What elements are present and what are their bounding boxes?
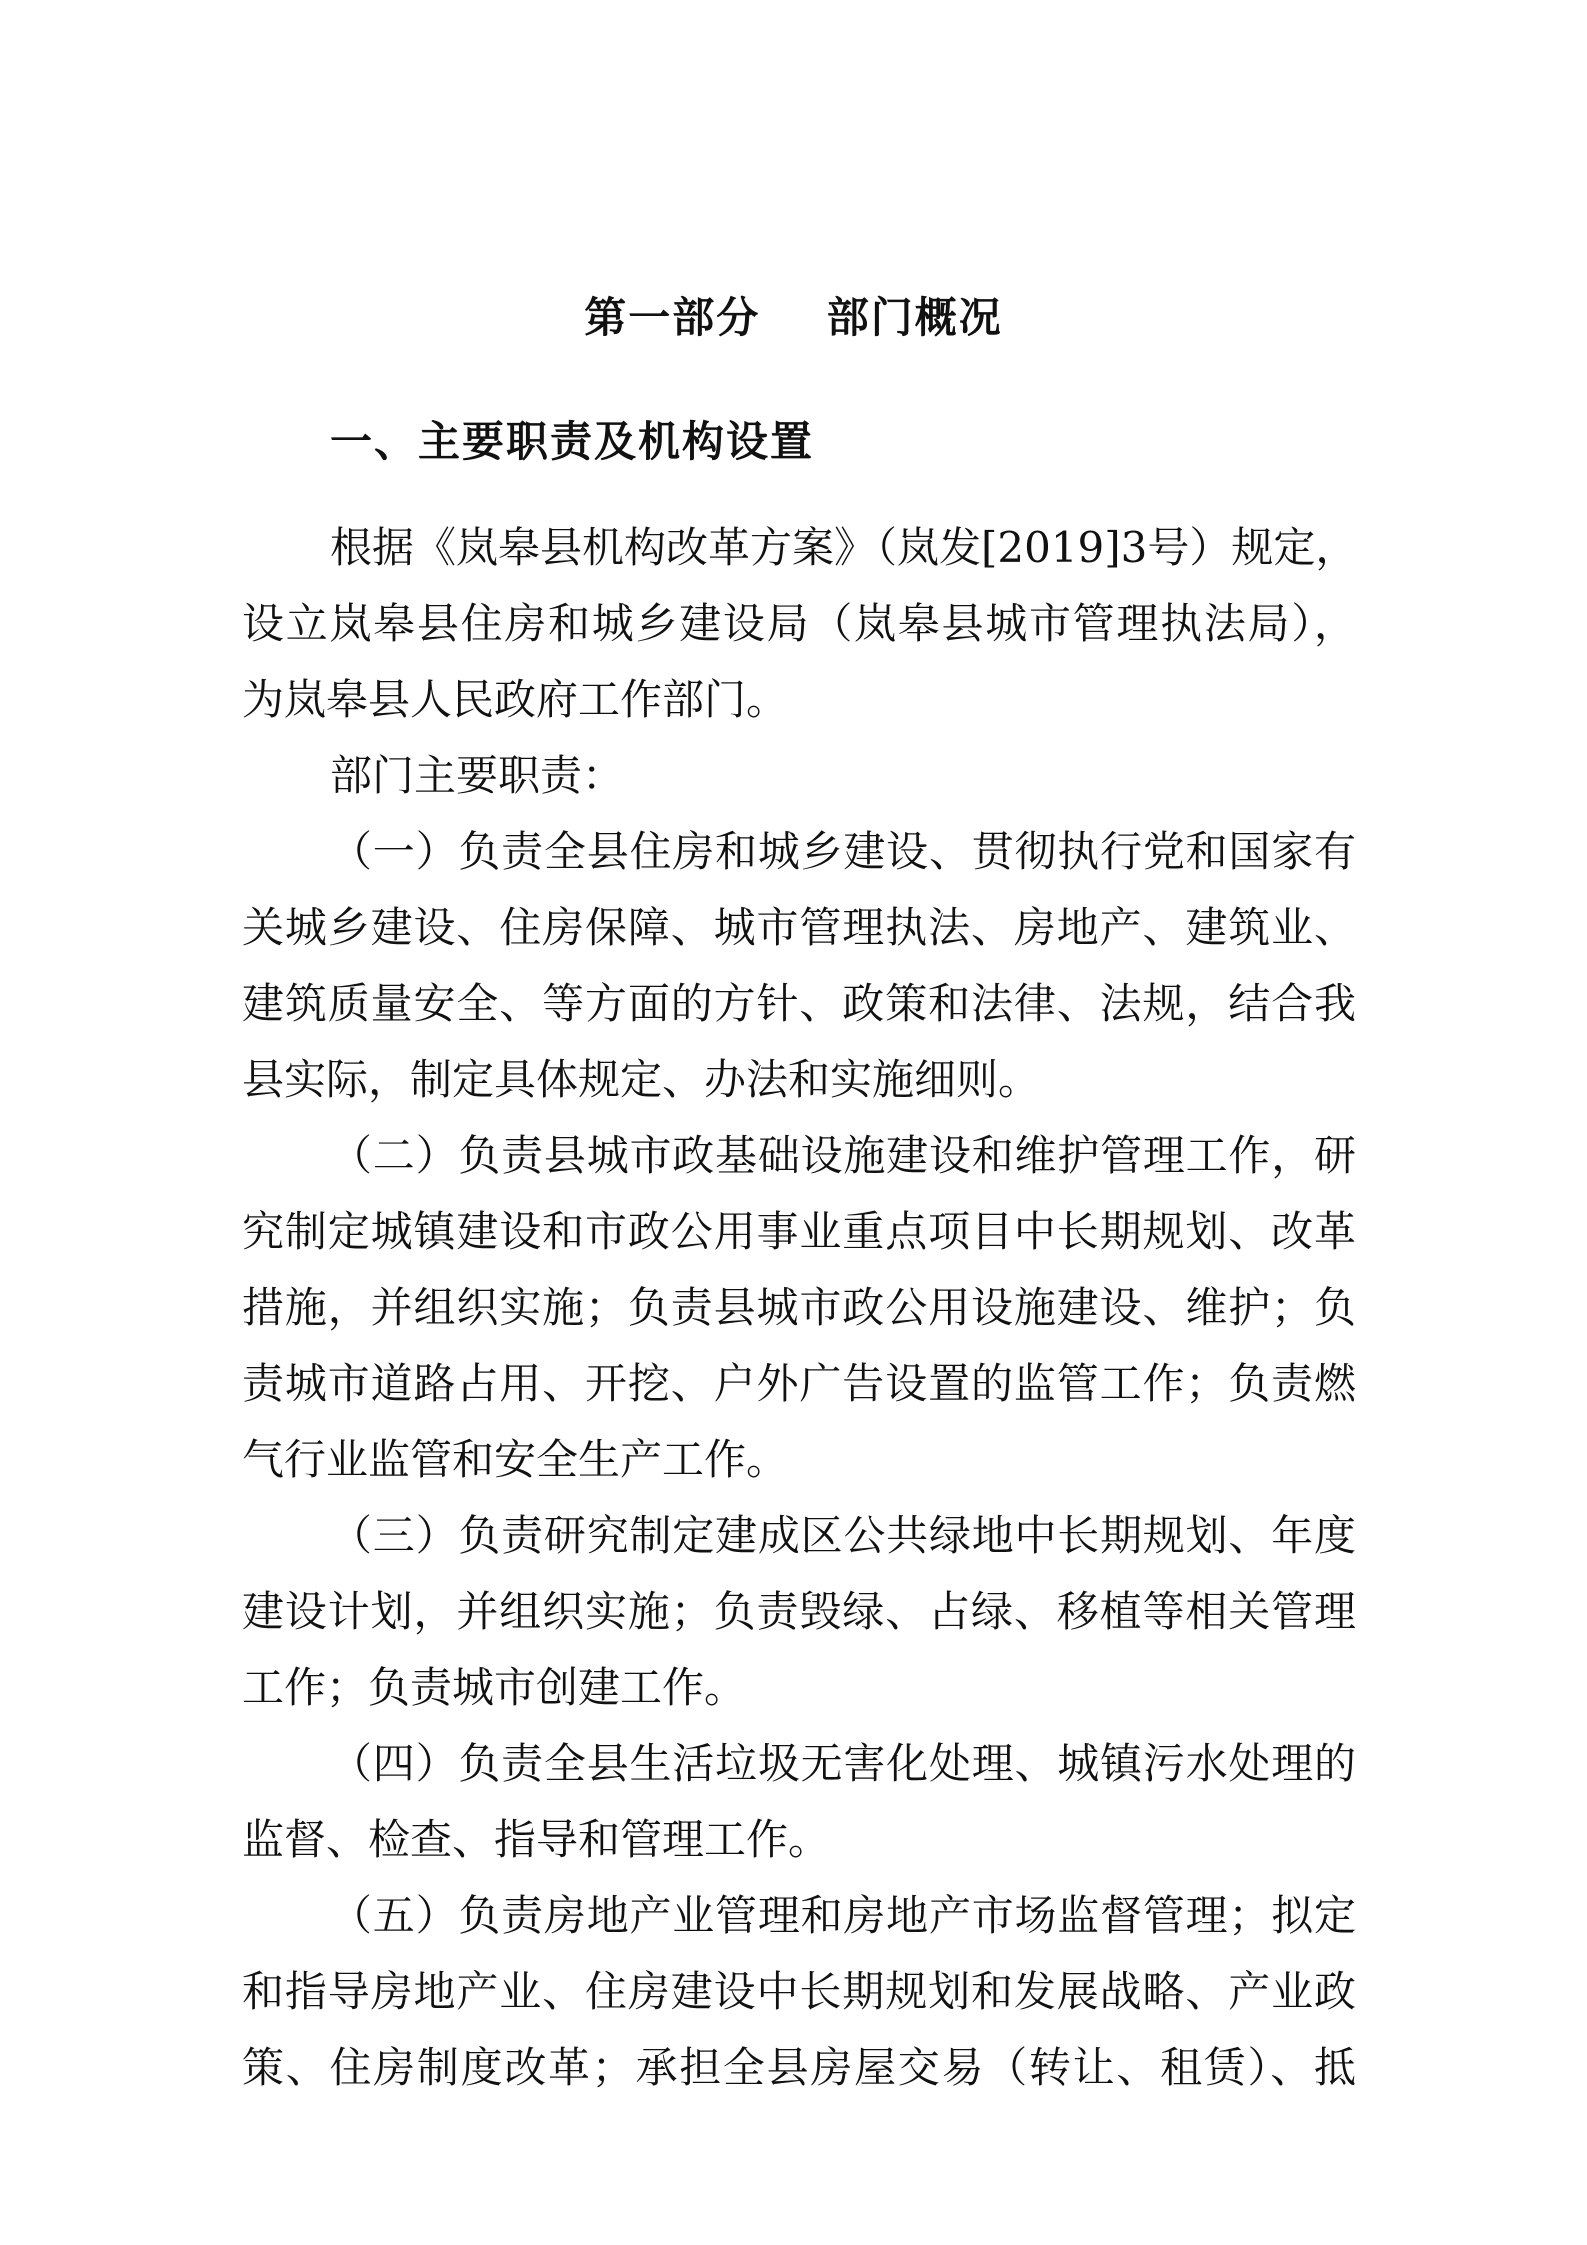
paragraph-line: 建筑质量安全、等方面的方针、政策和法律、法规，结合我 <box>242 979 1356 1028</box>
paragraph-line: （三）负责研究制定建成区公共绿地中长期规划、年度 <box>330 1511 1356 1560</box>
paragraph-line: 设立岚皋县住房和城乡建设局（岚皋县城市管理执法局）， <box>242 599 1356 648</box>
paragraph-line: 气行业监管和安全生产工作。 <box>242 1435 789 1484</box>
paragraph-line: 为岚皋县人民政府工作部门。 <box>242 675 789 724</box>
paragraph-line: 监督、检查、指导和管理工作。 <box>242 1815 831 1864</box>
paragraph-line: 部门主要职责： <box>330 751 625 800</box>
paragraph-line: （五）负责房地产业管理和房地产市场监督管理；拟定 <box>330 1891 1356 1940</box>
paragraph-line: 关城乡建设、住房保障、城市管理执法、房地产、建筑业、 <box>242 903 1356 952</box>
paragraph-line: 措施，并组织实施；负责县城市政公用设施建设、维护；负 <box>242 1283 1356 1332</box>
paragraph-line: 责城市道路占用、开挖、户外广告设置的监管工作；负责燃 <box>242 1359 1356 1408</box>
paragraph-line: 究制定城镇建设和市政公用事业重点项目中长期规划、改革 <box>242 1207 1356 1256</box>
paragraph-line: 工作；负责城市创建工作。 <box>242 1663 747 1712</box>
paragraph-line: 策、住房制度改革；承担全县房屋交易（转让、租赁）、抵 <box>242 2043 1356 2092</box>
paragraph-line: （四）负责全县生活垃圾无害化处理、城镇污水处理的 <box>330 1739 1356 1788</box>
page-title: 第一部分 部门概况 <box>584 293 1003 342</box>
paragraph-line: 根据《岚皋县机构改革方案》（岚发[2019]3号）规定， <box>330 523 1358 572</box>
section-heading: 一、主要职责及机构设置 <box>330 417 815 466</box>
paragraph-line: 县实际，制定具体规定、办法和实施细则。 <box>242 1055 1041 1104</box>
paragraph-line: 建设计划，并组织实施；负责毁绿、占绿、移植等相关管理 <box>242 1587 1356 1636</box>
paragraph-line: 和指导房地产业、住房建设中长期规划和发展战略、产业政 <box>242 1967 1356 2016</box>
paragraph-line: （二）负责县城市政基础设施建设和维护管理工作，研 <box>330 1131 1356 1180</box>
paragraph-line: （一）负责全县住房和城乡建设、贯彻执行党和国家有 <box>330 827 1356 876</box>
